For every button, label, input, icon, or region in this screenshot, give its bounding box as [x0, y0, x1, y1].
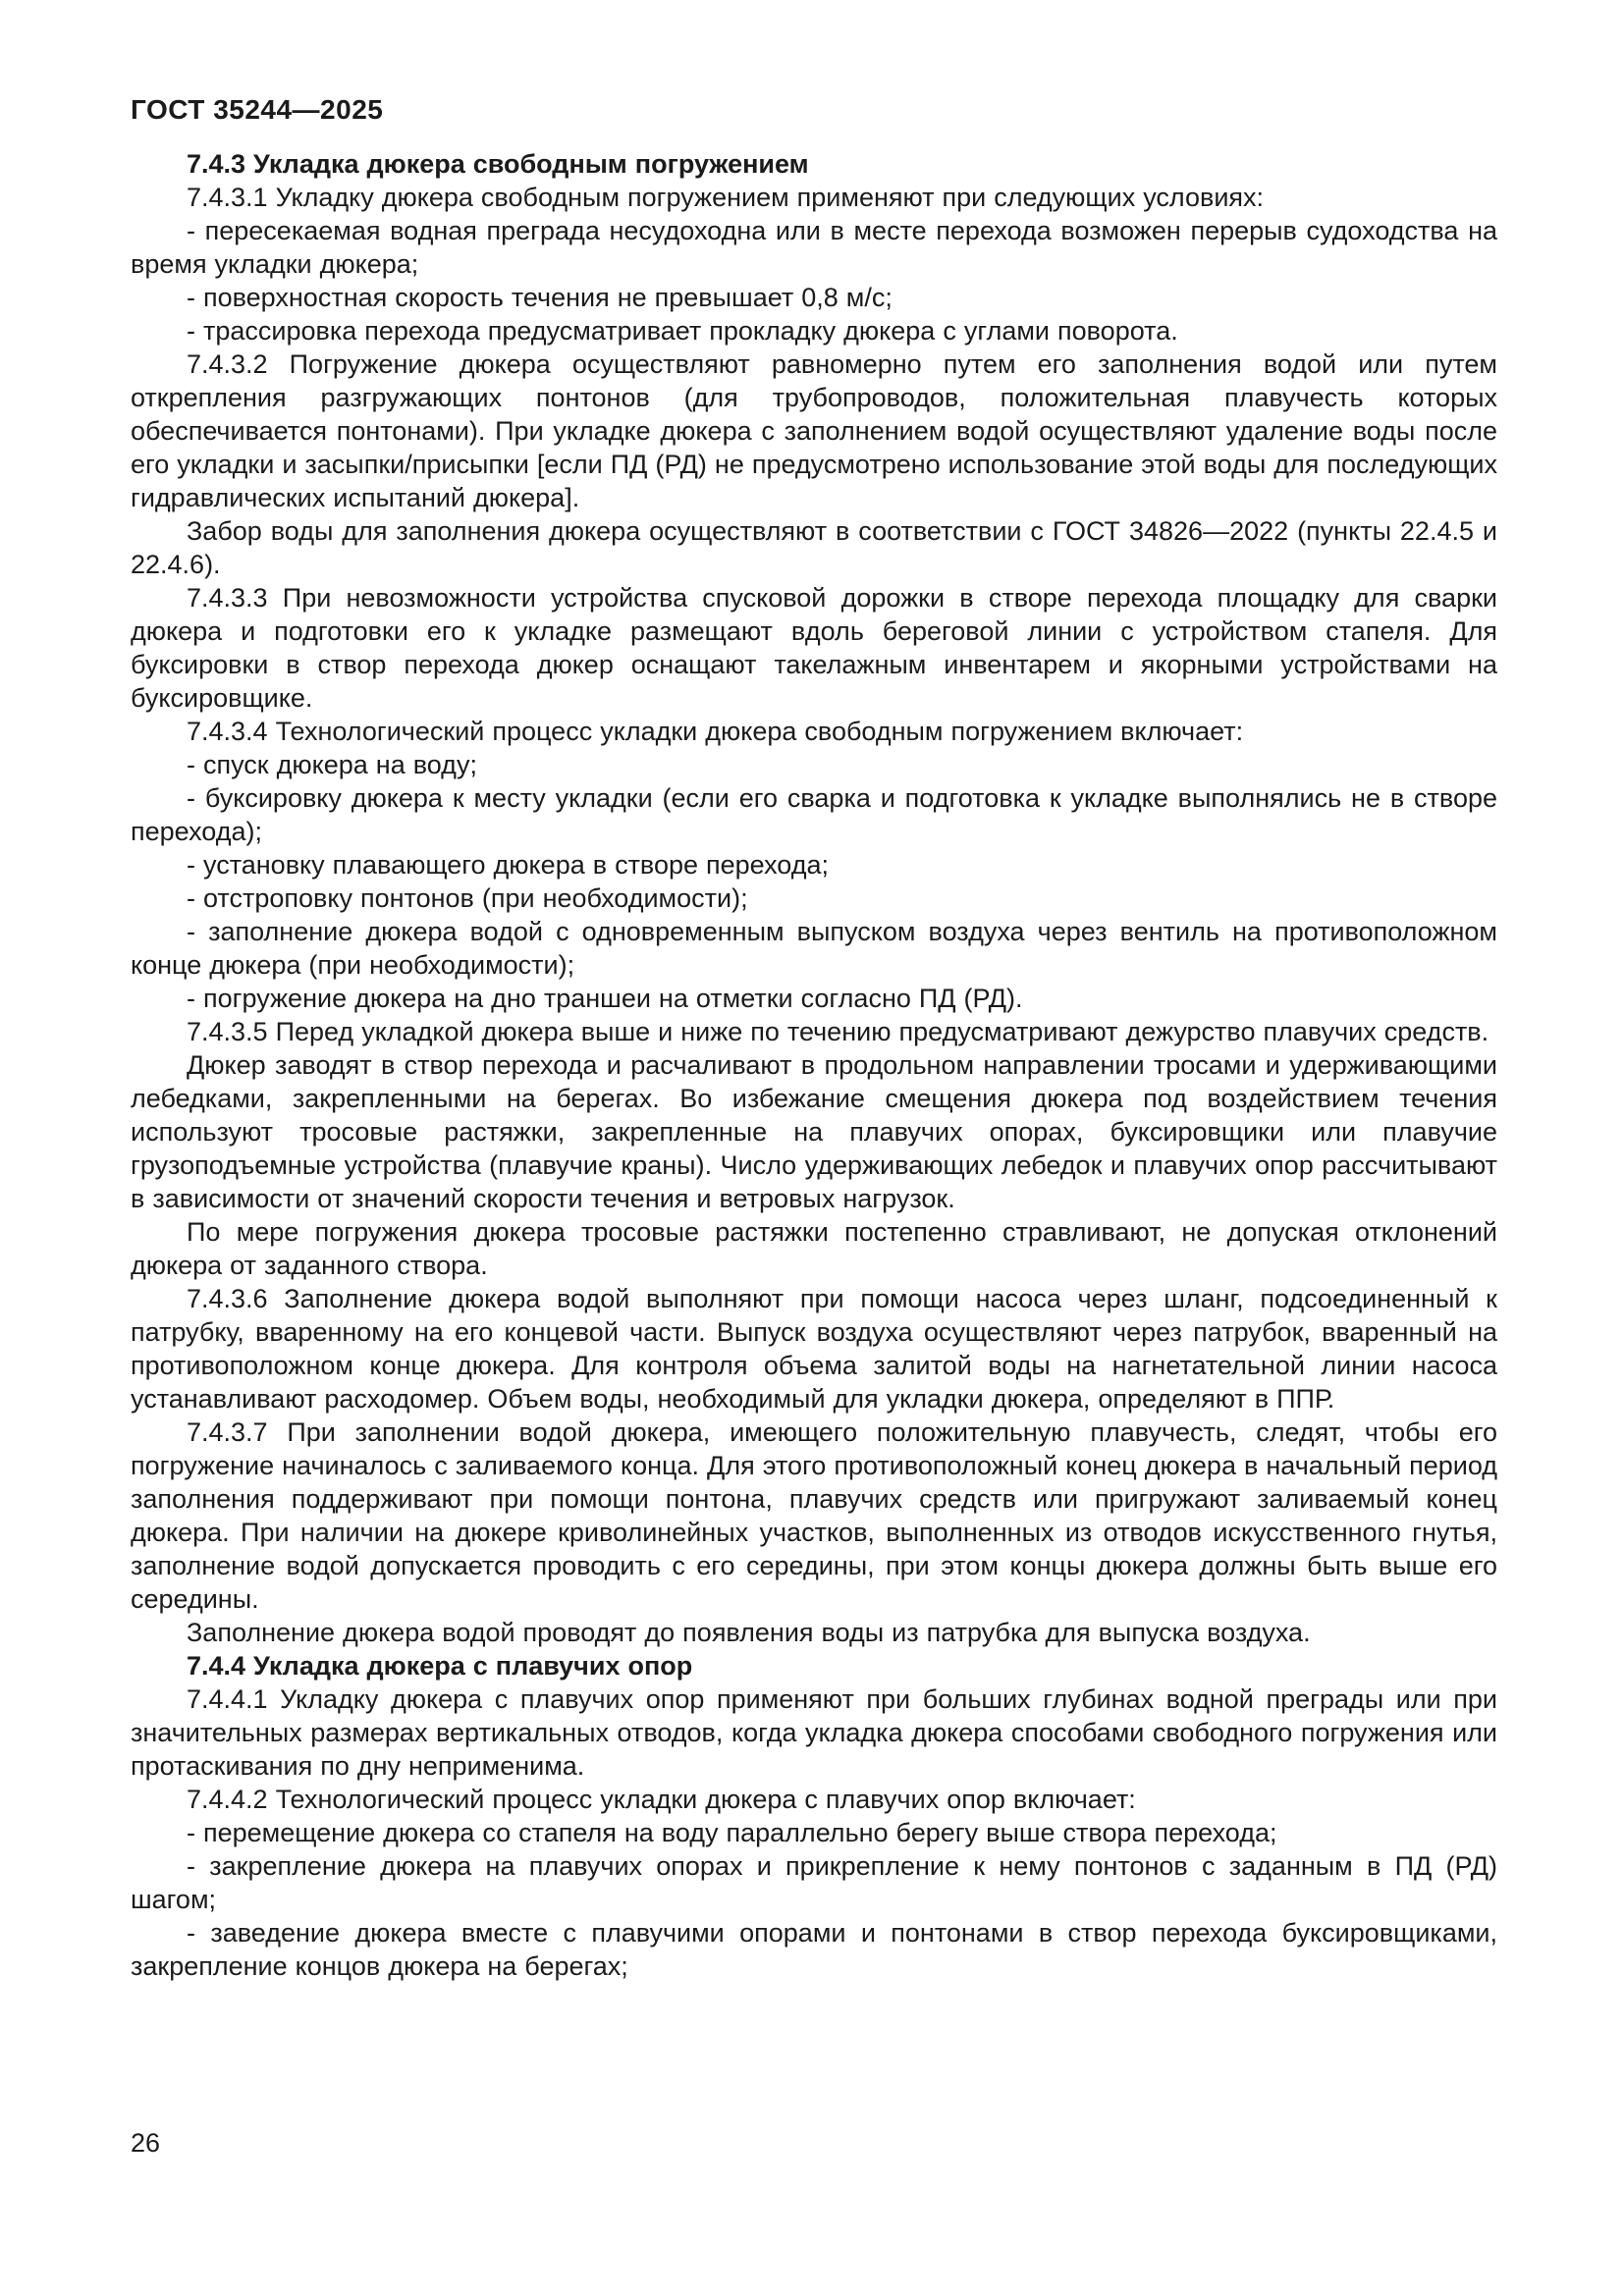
paragraph: - установку плавающего дюкера в створе перехода;: [187, 850, 829, 880]
paragraph: Забор воды для заполнения дюкера осуществляют в соответствии с ГОСТ 34826—2022 (пункты 22.4.5 и 22.4.6).: [131, 516, 1497, 579]
paragraph: 7.4.3.4 Технологический процесс укладки дюкера свободным погружением включает:: [187, 717, 1244, 746]
paragraph: - перемещение дюкера со стапеля на воду параллельно берегу выше створа перехода;: [187, 1818, 1277, 1847]
paragraph: 7.4.3.6 Заполнение дюкера водой выполняют при помощи насоса через шланг, подсоединенный к патрубку, вваренному на его концевой части. Выпуск воздуха осуществляют через патрубок, вваренный на противоположном конце дюкера. Для контроля объема залитой воды на нагнетательной линии насоса устанавливают расходомер. Объем воды, необходимый для укладки дюкера, определяют в ППР.: [131, 1284, 1497, 1414]
paragraph: 7.4.4.2 Технологический процесс укладки дюкера с плавучих опор включает:: [187, 1785, 1136, 1814]
section-heading: 7.4.4 Укладка дюкера с плавучих опор: [187, 1651, 693, 1681]
paragraph: - спуск дюкера на воду;: [187, 750, 477, 779]
paragraph: - закрепление дюкера на плавучих опорах и прикрепление к нему понтонов с заданным в ПД (РД) шагом;: [131, 1851, 1497, 1914]
paragraph: Дюкер заводят в створ перехода и расчаливают в продольном направлении тросами и удерживающими лебедками, закрепленными на берегах. Во избежание смещения дюкера под воздействием течения используют тросовые растяжки, закрепленные на плавучих опорах, буксировщики или плавучие грузоподъемные устройства (плавучие краны). Число удерживающих лебедок и плавучих опор рассчитывают в зависимости от значений скорости течения и ветровых нагрузок.: [131, 1050, 1497, 1213]
paragraph: - трассировка перехода предусматривает прокладку дюкера с углами поворота.: [187, 316, 1178, 346]
paragraph: - погружение дюкера на дно траншеи на отметки согласно ПД (РД).: [187, 984, 1023, 1013]
paragraph: 7.4.4.1 Укладку дюкера с плавучих опор применяют при больших глубинах водной преграды или при значительных размерах вертикальных отводов, когда укладка дюкера способами свободного погружения или протаскивания по дну неприменима.: [131, 1684, 1497, 1781]
paragraph: - поверхностная скорость течения не превышает 0,8 м/с;: [187, 283, 893, 312]
paragraph: - отстроповку понтонов (при необходимости);: [187, 883, 748, 913]
paragraph: 7.4.3.7 При заполнении водой дюкера, имеющего положительную плавучесть, следят, чтобы его погружение начиналось с заливаемого конца. Для этого противоположный конец дюкера в начальный период заполнения поддерживают при помощи понтона, плавучих средств или пригружают заливаемый конец дюкера. При наличии на дюкере криволинейных участков, выполненных из отводов искусственного гнутья, заполнение водой допускается проводить с его середины, при этом концы дюкера должны быть выше его середины.: [131, 1417, 1497, 1614]
paragraph: Заполнение дюкера водой проводят до появления воды из патрубка для выпуска воздуха.: [187, 1618, 1311, 1647]
doc-code-header: ГОСТ 35244—2025: [131, 94, 384, 125]
paragraph: - заполнение дюкера водой с одновременным выпуском воздуха через вентиль на противоположном конце дюкера (при необходимости);: [131, 917, 1497, 980]
content-blocks: [131, 147, 1497, 1983]
paragraph: 7.4.3.2 Погружение дюкера осуществляют равномерно путем его заполнения водой или путем открепления разгружающих понтонов (для трубопроводов, положительная плавучесть которых обеспечивается понтонами). При укладке дюкера с заполнением водой осуществляют удаление воды после его укладки и засыпки/присыпки [если ПД (РД) не предусмотрено использование этой воды для последующих гидравлических испытаний дюкера].: [131, 349, 1497, 512]
paragraph: По мере погружения дюкера тросовые растяжки постепенно стравливают, не допуская отклонений дюкера от заданного створа.: [131, 1217, 1497, 1280]
page-number: 26: [131, 2128, 161, 2158]
paragraph: 7.4.3.1 Укладку дюкера свободным погружением применяют при следующих условиях:: [187, 183, 1265, 212]
paragraph: - буксировку дюкера к месту укладки (если его сварка и подготовка к укладке выполнялись не в створе перехода);: [131, 783, 1497, 846]
section-heading: 7.4.3 Укладка дюкера свободным погружением: [187, 149, 809, 179]
paragraph: 7.4.3.5 Перед укладкой дюкера выше и ниже по течению предусматривают дежурство плавучих средств.: [187, 1017, 1489, 1046]
paragraph: - пересекаемая водная преграда несудоходна или в месте перехода возможен перерыв судоходства на время укладки дюкера;: [131, 216, 1497, 279]
paragraph: 7.4.3.3 При невозможности устройства спусковой дорожки в створе перехода площадку для сварки дюкера и подготовки его к укладке размещают вдоль береговой линии с устройством стапеля. Для буксировки в створ перехода дюкер оснащают такелажным инвентарем и якорными устройствами на буксировщике.: [131, 583, 1497, 713]
paragraph: - заведение дюкера вместе с плавучими опорами и понтонами в створ перехода буксировщиками, закрепление концов дюкера на берегах;: [131, 1918, 1497, 1981]
